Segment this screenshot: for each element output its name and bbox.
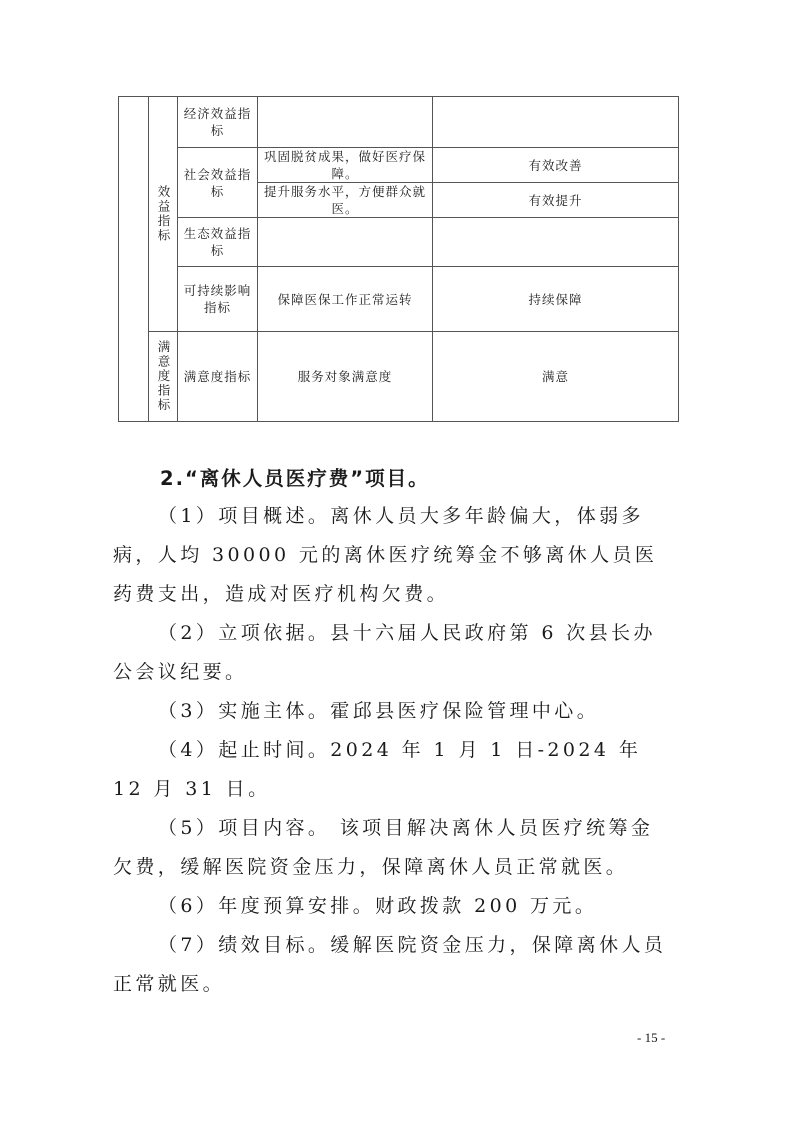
table-row xyxy=(119,148,679,183)
content-cell: 保障医保工作正常运转 xyxy=(258,267,433,332)
performance-indicator-table xyxy=(118,96,679,422)
indicator-cell: 经济效益指标 xyxy=(178,97,258,148)
table-row xyxy=(119,267,679,332)
content-cell: 服务对象满意度 xyxy=(258,332,433,422)
target-cell: 有效提升 xyxy=(433,183,679,218)
target-cell: 满意 xyxy=(433,332,679,422)
table-row xyxy=(119,97,679,148)
indicator-cell: 可持续影响指标 xyxy=(178,267,258,332)
indicator-cell: 社会效益指标 xyxy=(178,148,258,218)
content-cell xyxy=(258,97,433,148)
target-cell xyxy=(433,97,679,148)
table-row xyxy=(119,218,679,267)
content-cell: 巩固脱贫成果，做好医疗保障。 xyxy=(258,148,433,183)
paragraph-budget: （6）年度预算安排。财政拨款 200 万元。 xyxy=(158,895,598,917)
page-number: - 15 - xyxy=(637,1030,666,1045)
outer-blank-cell xyxy=(119,97,149,422)
paragraph-implementer: （3）实施主体。霍邱县医疗保险管理中心。 xyxy=(158,700,600,722)
content-cell xyxy=(258,218,433,267)
section-heading: 2.“离休人员医疗费”项目。 xyxy=(160,467,430,490)
target-cell xyxy=(433,218,679,267)
section-body xyxy=(113,497,675,1004)
paragraph-content: （5）项目内容。 该项目解决离休人员医疗统筹金欠费，缓解医院资金压力，保障离休人员正常就医。 xyxy=(113,817,654,878)
paragraph-goal: （7）绩效目标。缓解医院资金压力，保障离休人员正常就医。 xyxy=(113,934,667,995)
indicator-cell: 满意度指标 xyxy=(178,332,258,422)
indicator-cell: 生态效益指标 xyxy=(178,218,258,267)
table-row xyxy=(119,332,679,422)
paragraph-period: （4）起止时间。2024 年 1 月 1 日-2024 年 12 月 31 日。 xyxy=(113,739,642,800)
target-cell: 持续保障 xyxy=(433,267,679,332)
target-cell: 有效改善 xyxy=(433,148,679,183)
group-cell-satisfaction: 满意度指标 xyxy=(149,332,178,422)
paragraph-basis: （2）立项依据。县十六届人民政府第 6 次县长办公会议纪要。 xyxy=(113,622,656,683)
paragraph-overview: （1）项目概述。离休人员大多年龄偏大，体弱多病，人均 30000 元的离休医疗统筹金不够离休人员医药费支出，造成对医疗机构欠费。 xyxy=(113,505,658,605)
content-cell: 提升服务水平，方便群众就医。 xyxy=(258,183,433,218)
group-cell-benefit: 效益指标 xyxy=(149,97,178,332)
